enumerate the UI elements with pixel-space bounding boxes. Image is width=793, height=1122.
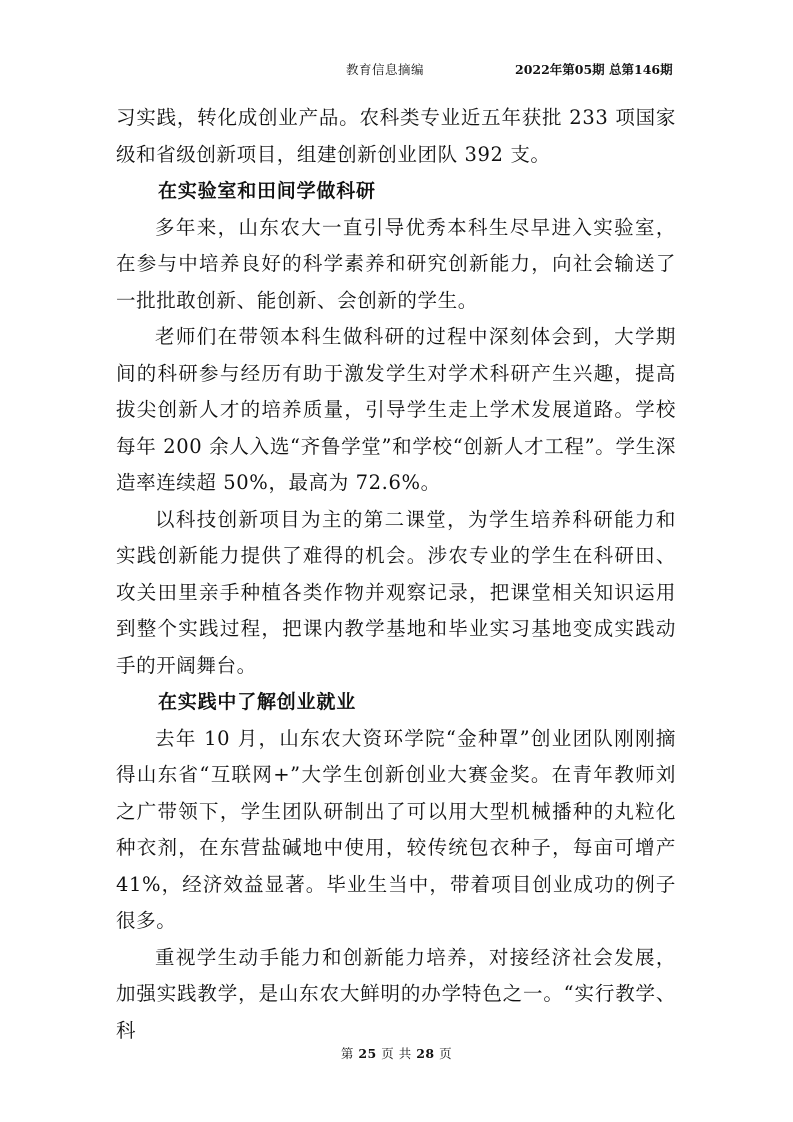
section-heading: 在实验室和田间学做科研 bbox=[158, 180, 376, 202]
publication-title: 教育信息摘编 bbox=[346, 62, 425, 77]
paragraph: 去年 10 月，山东农大资环学院“金种罩”创业团队刚刚摘得山东省“互联网+”大学生创新创业大赛金奖。在青年教师刘之广带领下，学生团队研制出了可以用大型机械播种的丸粒化种衣剂，在东营盐碱地中使用，较传统包衣种子，每亩可增产 41%，经济效益显著。毕业生当中，带着项目创业成功的例子很多。 bbox=[116, 726, 676, 932]
section-heading: 在实践中了解创业就业 bbox=[158, 691, 357, 713]
paragraph: 多年来，山东农大一直引导优秀本科生尽早进入实验室，在参与中培养良好的科学素养和研究创新能力，向社会输送了一批批敢创新、能创新、会创新的学生。 bbox=[116, 215, 676, 312]
footer-middle: 页 共 bbox=[381, 1046, 412, 1061]
footer-suffix: 页 bbox=[439, 1046, 453, 1061]
page-header bbox=[0, 60, 793, 84]
page-footer bbox=[0, 1044, 793, 1062]
total-pages: 28 bbox=[416, 1046, 435, 1061]
page-number: 25 bbox=[358, 1046, 377, 1061]
paragraph: 以科技创新项目为主的第二课堂，为学生培养科研能力和实践创新能力提供了难得的机会。涉农专业的学生在科研田、攻关田里亲手种植各类作物并观察记录，把课堂相关知识运用到整个实践过程，把课内教学基地和毕业实习基地变成实践动手的开阔舞台。 bbox=[116, 507, 676, 677]
paragraph: 重视学生动手能力和创新能力培养，对接经济社会发展，加强实践教学，是山东农大鲜明的办学特色之一。“实行教学、科 bbox=[116, 945, 676, 1042]
paragraph: 习实践，转化成创业产品。农科类专业近五年获批 233 项国家级和省级创新项目，组建创新创业团队 392 支。 bbox=[116, 106, 676, 166]
article-body bbox=[116, 100, 676, 1049]
paragraph: 老师们在带领本科生做科研的过程中深刻体会到，大学期间的科研参与经历有助于激发学生对学术科研产生兴趣，提高拔尖创新人才的培养质量，引导学生走上学术发展道路。学校每年 200 余人入选“齐鲁学堂”和学校“创新人才工程”。学生深造率连续超 50%，最高为 72.6%。 bbox=[116, 325, 676, 494]
issue-number: 2022年第05期 总第146期 bbox=[515, 62, 673, 77]
footer-prefix: 第 bbox=[340, 1046, 354, 1061]
